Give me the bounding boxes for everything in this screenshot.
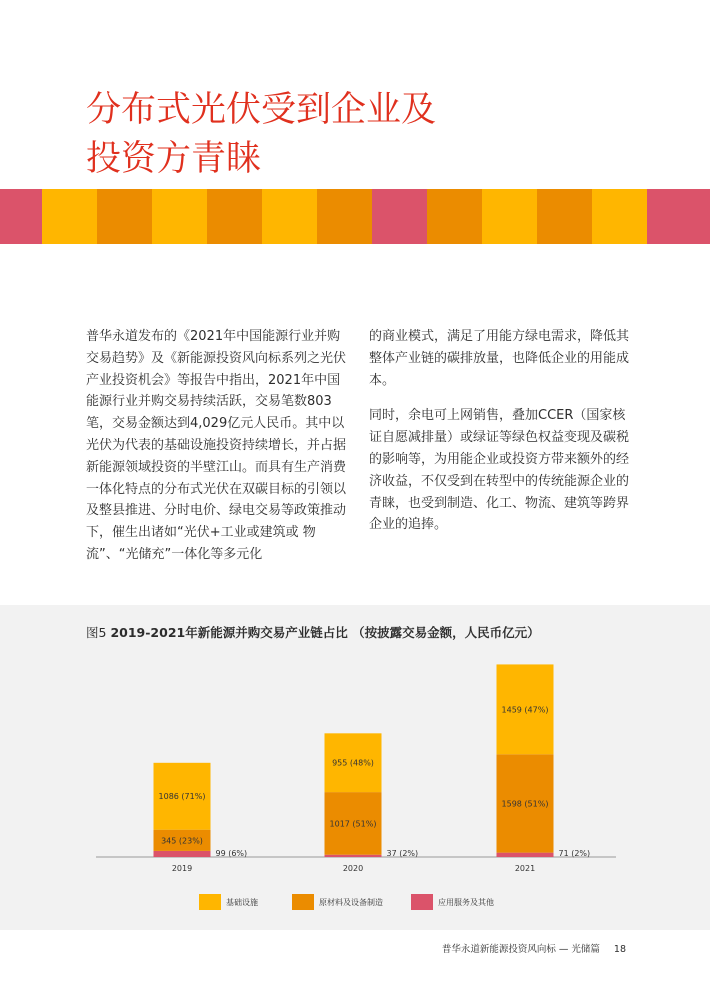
page-title <box>86 86 436 184</box>
page-number: 18 <box>613 944 626 955</box>
body-paragraph: 普华永道发布的《2021年中国能源行业并购交易趋势》及《新能源投资风向标系列之光伏产业投资机会》等报告中指出，2021年中国能源行业并购交易持续活跃，交易笔数803笔，交易金额达到4,029亿元人民币。其中以光伏为代表的基础设施投资持续增长，并占据新能源领域投资的半壁江山。而具有生产消费一体化特点的分布式光伏在双碳目标的引领以及整县推进、分时电价、绿电交易等政策推动下，催生出诸如“光伏+工业或建筑或 物流”、“光储充”一体化等多元化 <box>86 329 347 562</box>
bar-segment <box>154 851 211 857</box>
data-label: 1598 (51%) <box>501 799 549 809</box>
figure-panel <box>0 605 710 930</box>
figure-number: 图5 <box>86 625 107 640</box>
stripe-block <box>0 189 42 244</box>
stripe-block <box>372 189 427 244</box>
data-label: 1459 (47%) <box>501 705 549 715</box>
title-line-1: 分布式光伏受到企业及 <box>86 90 437 130</box>
legend-label: 原材料及设备制造 <box>319 898 383 907</box>
body-paragraph: 的商业模式，满足了用能方绿电需求，降低其整体产业链的碳排放量，也降低企业的用能成本。 <box>369 329 630 388</box>
stripe-block <box>592 189 647 244</box>
stripe-block <box>482 189 537 244</box>
stripe-block <box>97 189 152 244</box>
body-paragraph: 同时，余电可上网销售，叠加CCER（国家核证自愿减排量）或绿证等绿色权益变现及碳税的影响等，为用能企业或投资方带来额外的经济收益，不仅受到在转型中的传统能源企业的青睐，也受到制造、化工、物流、建筑等跨界企业的追捧。 <box>369 408 630 533</box>
data-label: 955 (48%) <box>332 758 374 768</box>
legend-swatch <box>292 894 314 910</box>
data-label: 345 (23%) <box>161 836 203 846</box>
figure-caption: 2019-2021年新能源并购交易产业链占比 （按披露交易金额，人民币亿元） <box>110 625 540 640</box>
body-column-left <box>86 326 348 580</box>
legend-swatch <box>199 894 221 910</box>
stripe-block <box>537 189 592 244</box>
stripe-block <box>207 189 262 244</box>
data-label: 71 (2%) <box>558 849 591 858</box>
bar-segment <box>325 855 382 857</box>
x-tick-label: 2019 <box>171 864 193 873</box>
x-tick-label: 2020 <box>342 864 364 873</box>
stripe-block <box>647 189 710 244</box>
stripe-block <box>152 189 207 244</box>
data-label: 99 (6%) <box>215 849 248 858</box>
stripe-block <box>262 189 317 244</box>
legend-label: 应用服务及其他 <box>438 898 494 907</box>
legend-label: 基础设施 <box>226 898 258 907</box>
decorative-color-stripe <box>0 189 710 244</box>
stripe-block <box>317 189 372 244</box>
page-footer <box>442 941 626 955</box>
body-column-right <box>369 326 637 550</box>
data-label: 1086 (71%) <box>158 792 206 802</box>
stacked-bar-chart <box>0 605 710 930</box>
data-label: 1017 (51%) <box>329 819 377 829</box>
stripe-block <box>427 189 482 244</box>
legend-swatch <box>411 894 433 910</box>
data-label: 37 (2%) <box>386 849 419 858</box>
footer-text: 普华永道新能源投资风向标 — 光储篇 <box>441 944 600 955</box>
x-tick-label: 2021 <box>514 864 536 873</box>
bar-segment <box>497 853 554 857</box>
title-line-2: 投资方青睐 <box>86 139 262 179</box>
stripe-block <box>42 189 97 244</box>
